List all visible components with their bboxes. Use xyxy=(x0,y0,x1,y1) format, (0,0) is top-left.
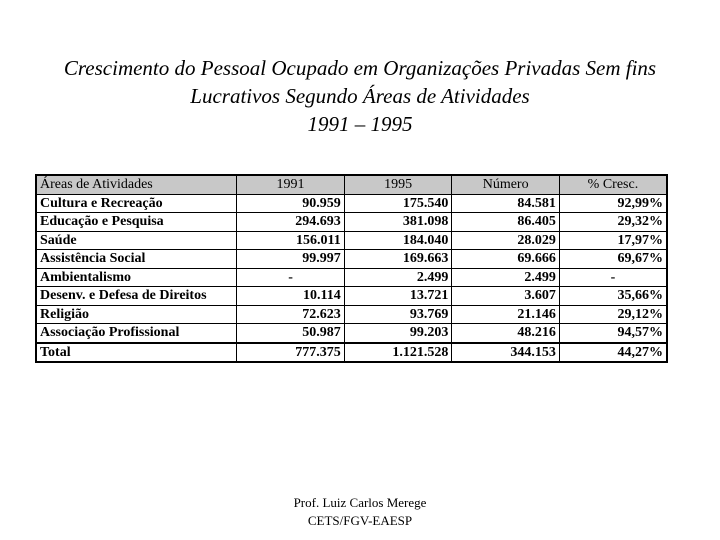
value-1995: 93.769 xyxy=(344,305,452,324)
total-cresc: 44,27% xyxy=(559,343,667,363)
row-label: Ambientalismo xyxy=(36,268,237,287)
value-1995: 2.499 xyxy=(344,268,452,287)
value-numero: 69.666 xyxy=(452,250,560,269)
footer-author: Prof. Luiz Carlos Merege xyxy=(293,495,427,510)
table-row xyxy=(36,287,667,306)
table-row xyxy=(36,231,667,250)
header-1995: 1995 xyxy=(344,175,452,194)
value-numero: 21.146 xyxy=(452,305,560,324)
table-header-row xyxy=(36,175,667,194)
value-1991: 90.959 xyxy=(237,194,345,213)
total-label: Total xyxy=(36,343,237,363)
row-label: Desenv. e Defesa de Direitos xyxy=(36,287,237,306)
value-numero: 2.499 xyxy=(452,268,560,287)
slide-footer xyxy=(0,494,720,530)
title-line-2: Lucrativos Segundo Áreas de Atividades xyxy=(190,84,530,108)
value-numero: 28.029 xyxy=(452,231,560,250)
value-cresc: 29,12% xyxy=(559,305,667,324)
table-row xyxy=(36,305,667,324)
slide-title xyxy=(0,54,720,138)
row-label: Saúde xyxy=(36,231,237,250)
value-1995: 184.040 xyxy=(344,231,452,250)
row-label: Religião xyxy=(36,305,237,324)
value-numero: 3.607 xyxy=(452,287,560,306)
value-1995: 13.721 xyxy=(344,287,452,306)
value-cresc: 69,67% xyxy=(559,250,667,269)
value-1995: 175.540 xyxy=(344,194,452,213)
value-numero: 86.405 xyxy=(452,213,560,232)
value-cresc: 94,57% xyxy=(559,324,667,343)
value-cresc: 29,32% xyxy=(559,213,667,232)
table-row xyxy=(36,268,667,287)
value-1991: 156.011 xyxy=(237,231,345,250)
table-row xyxy=(36,213,667,232)
value-1991: 50.987 xyxy=(237,324,345,343)
value-numero: 48.216 xyxy=(452,324,560,343)
value-1995: 99.203 xyxy=(344,324,452,343)
value-1991: 294.693 xyxy=(237,213,345,232)
footer-institution: CETS/FGV-EAESP xyxy=(307,513,413,528)
total-numero: 344.153 xyxy=(452,343,560,363)
row-label: Cultura e Recreação xyxy=(36,194,237,213)
header-areas: Áreas de Atividades xyxy=(36,175,237,194)
value-cresc: 35,66% xyxy=(559,287,667,306)
row-label: Assistência Social xyxy=(36,250,237,269)
value-1991: 10.114 xyxy=(237,287,345,306)
value-numero: 84.581 xyxy=(452,194,560,213)
value-cresc: - xyxy=(559,268,667,287)
title-line-1: Crescimento do Pessoal Ocupado em Organizações Privadas Sem fins xyxy=(63,56,657,80)
table-row xyxy=(36,194,667,213)
header-cresc: % Cresc. xyxy=(559,175,667,194)
table-row xyxy=(36,324,667,343)
total-row xyxy=(36,343,667,363)
total-1995: 1.121.528 xyxy=(344,343,452,363)
title-line-3: 1991 – 1995 xyxy=(307,112,413,136)
header-1991: 1991 xyxy=(237,175,345,194)
value-cresc: 17,97% xyxy=(559,231,667,250)
growth-table xyxy=(35,174,668,363)
row-label: Educação e Pesquisa xyxy=(36,213,237,232)
value-1991: 99.997 xyxy=(237,250,345,269)
value-1991: - xyxy=(237,268,345,287)
row-label: Associação Profissional xyxy=(36,324,237,343)
header-numero: Número xyxy=(452,175,560,194)
value-1995: 169.663 xyxy=(344,250,452,269)
value-1995: 381.098 xyxy=(344,213,452,232)
table-row xyxy=(36,250,667,269)
value-1991: 72.623 xyxy=(237,305,345,324)
total-1991: 777.375 xyxy=(237,343,345,363)
value-cresc: 92,99% xyxy=(559,194,667,213)
